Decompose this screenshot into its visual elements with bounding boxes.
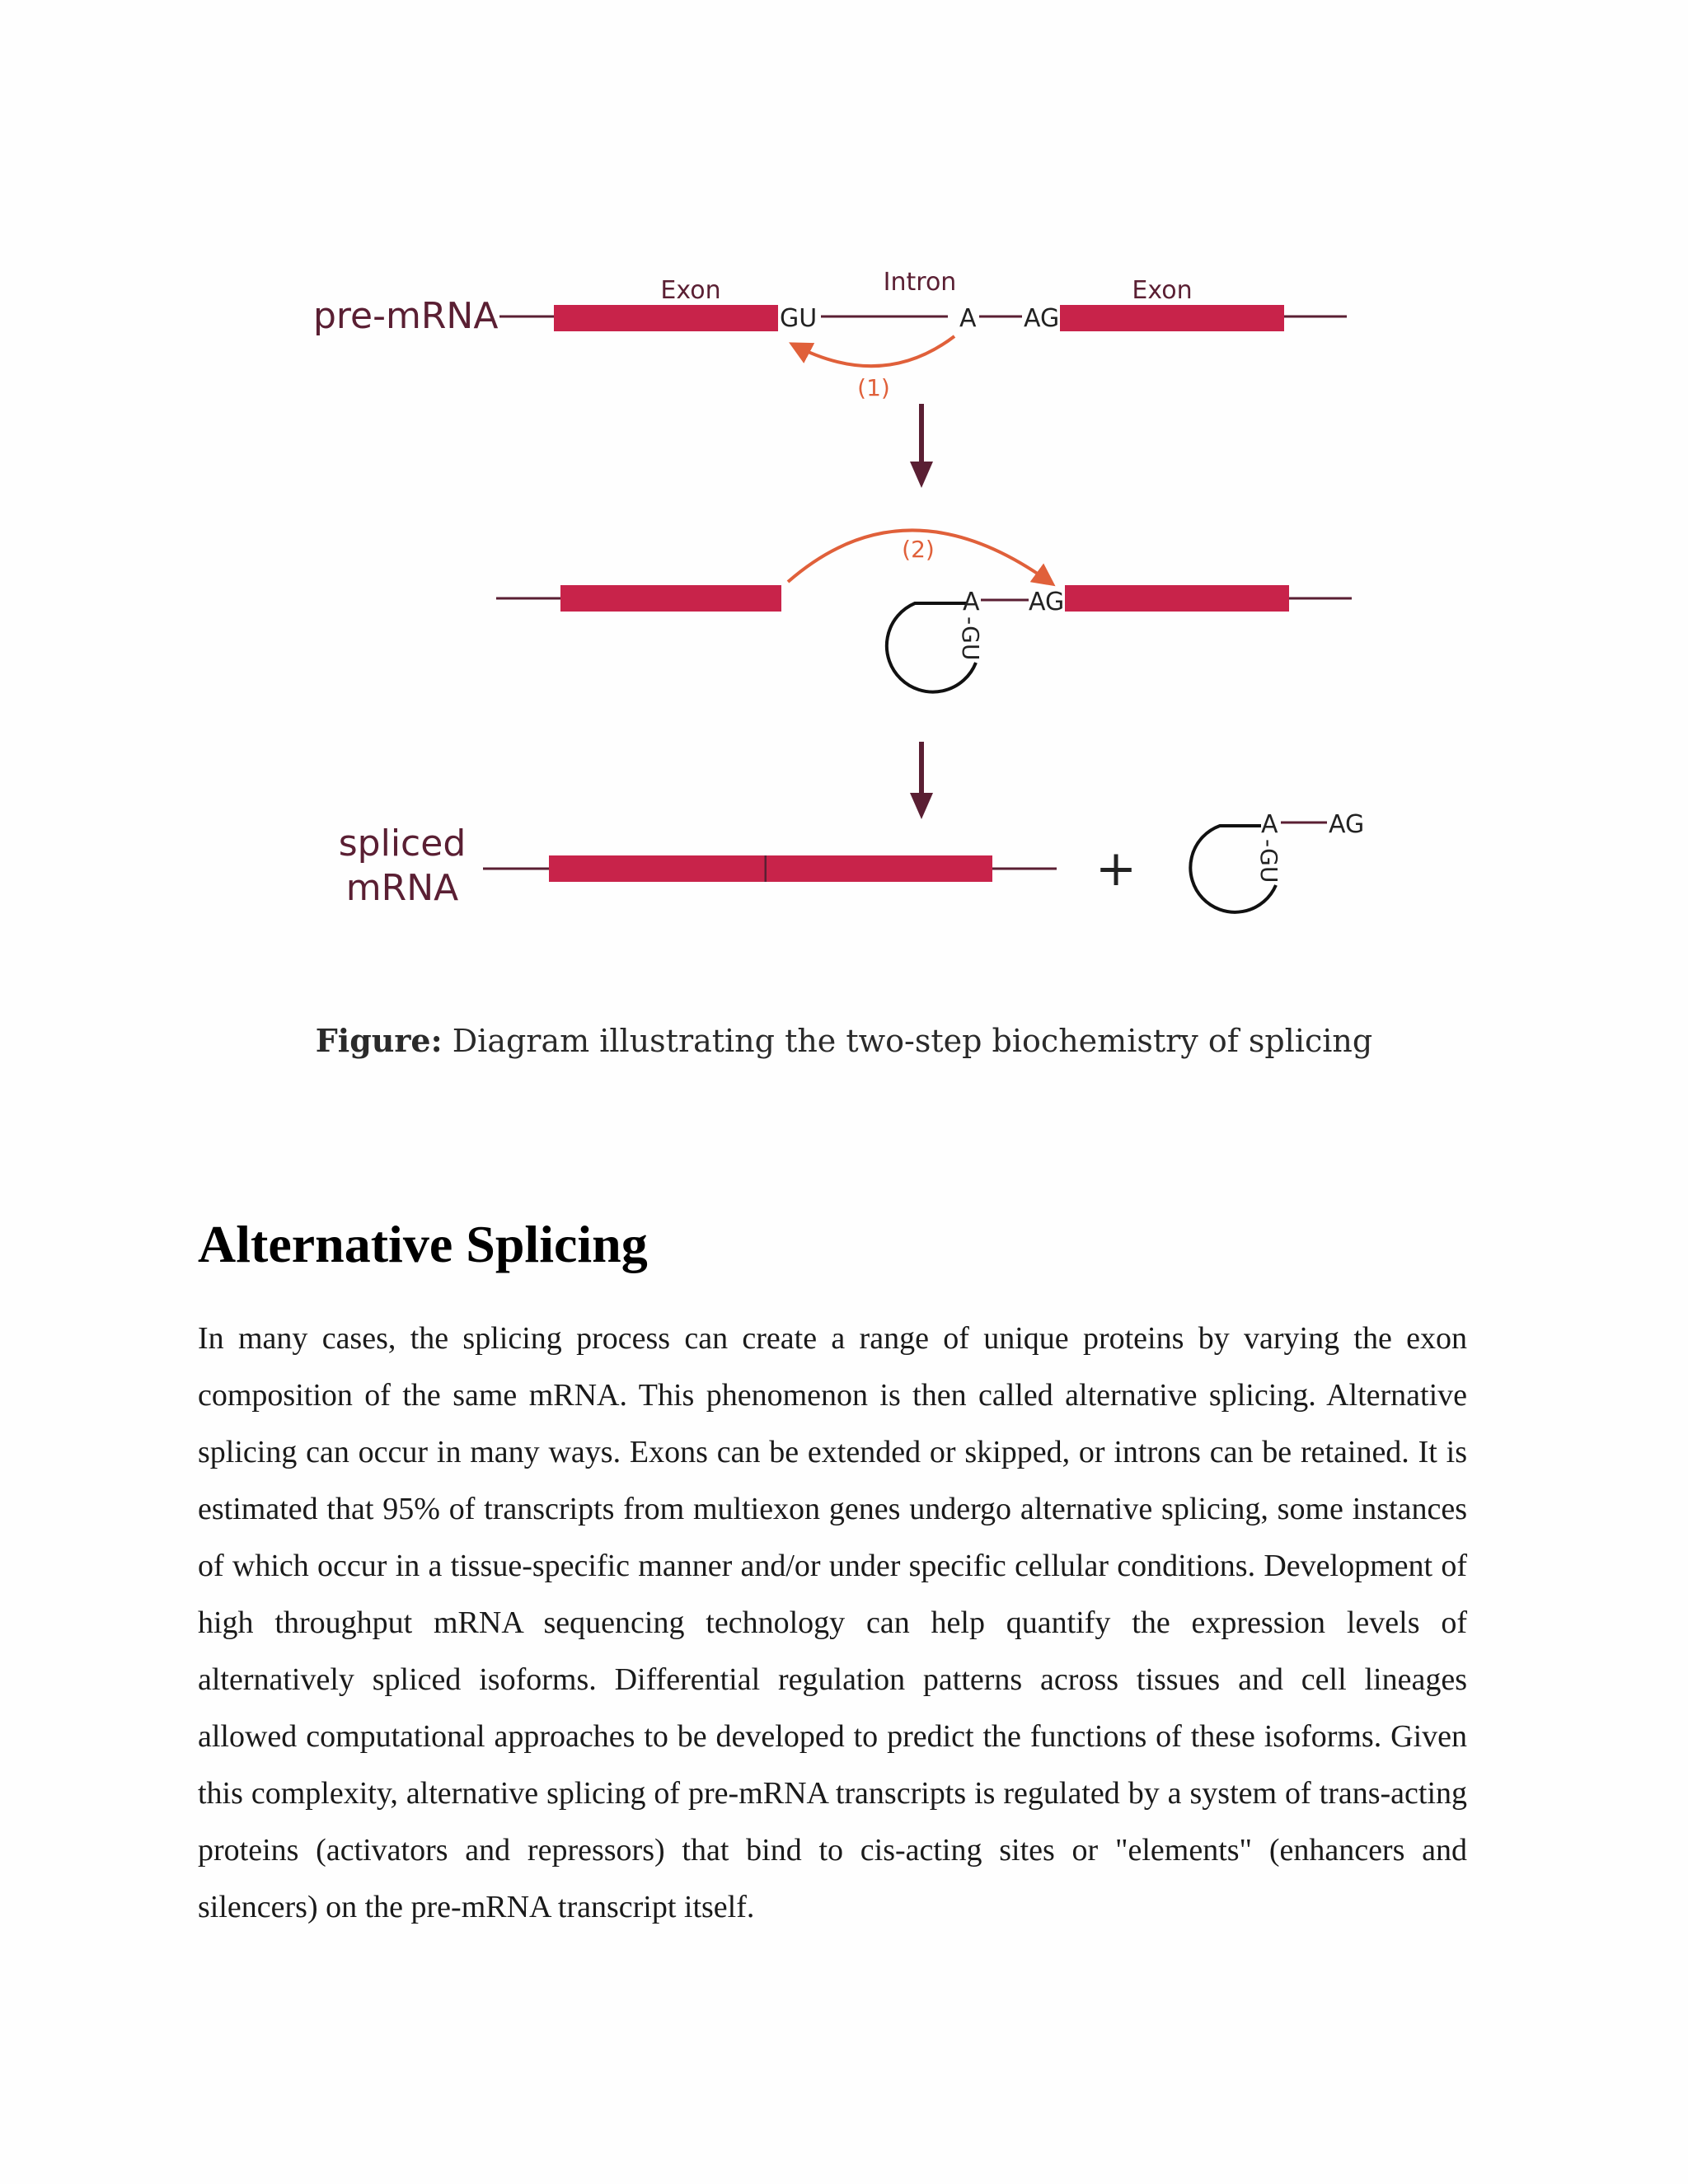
section-paragraph: In many cases, the splicing process can create a range of unique proteins by varying the exon composition of the same mRNA. This phenomenon is then called alternative splicing. Alternative splicing can occur in many ways. Exons can be extended or skipped, or introns can be retained. It is estimated that 95% of transcripts from multiexon genes undergo alternative splicing, some instances of which occur in a tissue-specific manner and/or under specific cellular conditions. Development of high throughput mRNA sequencing technology can help quantify the expression levels of alternatively spliced isoforms. Differential regulation patterns across tissues and cell lineages allowed computational approaches to be developed to predict the functions of these isoforms. Given this complexity, alternative splicing of pre-mRNA transcripts is regulated by a system of trans-acting proteins (activators and repressors) that bind to cis-acting sites or "elements" (enhancers and silencers) on the pre-mRNA transcript itself.	[198, 1321, 1467, 1924]
spliced-label-line1: spliced	[338, 823, 467, 865]
exon-right-label: Exon	[1132, 276, 1193, 305]
pre-mrna-label: pre-mRNA	[313, 295, 499, 337]
product-gu-label: -GU	[1255, 839, 1282, 883]
row2-exon-left-bar	[560, 585, 781, 612]
row2-exon-right-bar	[1065, 585, 1289, 612]
section-heading: Alternative Splicing	[198, 1215, 648, 1273]
spliced-exon-right-bar	[767, 855, 992, 882]
step1-arrow	[793, 336, 954, 366]
step1-label: (1)	[857, 374, 890, 401]
ag-label: AG	[1024, 304, 1060, 333]
product-ag-label: AG	[1329, 810, 1365, 839]
lariat-gu-label: -GU	[957, 616, 984, 661]
intron-label: Intron	[883, 268, 957, 297]
down-arrow-1-head	[910, 462, 933, 488]
gu-label: GU	[780, 304, 818, 333]
branch-a-label: A	[959, 304, 977, 333]
spliced-exon-left-bar	[549, 855, 765, 882]
product-a-label: A	[1261, 810, 1278, 839]
lariat-a-label: A	[963, 588, 980, 616]
exon-right-bar	[1060, 305, 1284, 331]
step2-label: (2)	[902, 536, 935, 563]
spliced-label-line2: mRNA	[345, 867, 459, 909]
figure-caption	[0, 1022, 1688, 1059]
plus-sign: +	[1095, 840, 1137, 898]
row2-ag-label: AG	[1029, 588, 1065, 616]
down-arrow-2-head	[910, 793, 933, 819]
figure-caption-text: Diagram illustrating the two-step biochemistry of splicing	[442, 1023, 1373, 1059]
exon-left-bar	[554, 305, 778, 331]
figure-caption-label: Figure:	[315, 1022, 443, 1059]
exon-left-label: Exon	[660, 276, 721, 305]
